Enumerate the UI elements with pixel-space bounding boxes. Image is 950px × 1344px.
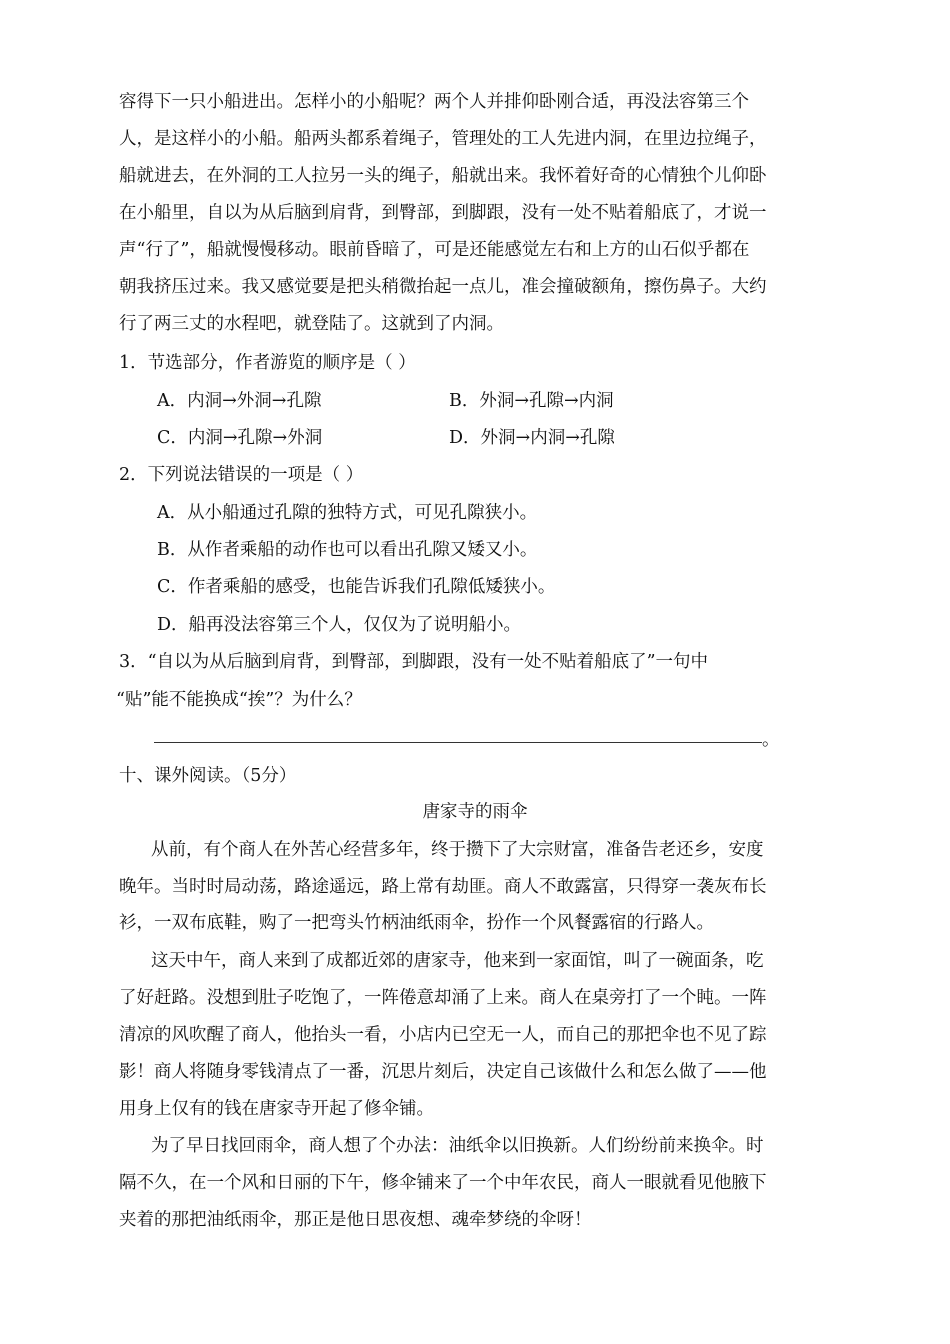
option-d[interactable]: D．外洞→内洞→孔隙 xyxy=(449,428,615,448)
question-stem: 2．下列说法错误的一项是（ ） xyxy=(119,465,364,485)
option-a[interactable]: A．从小船通过孔隙的独特方式，可见孔隙狭小。 xyxy=(157,503,538,523)
option-b[interactable]: B．外洞→孔隙→内洞 xyxy=(449,391,614,411)
option-c[interactable]: C．作者乘船的感受，也能告诉我们孔隙低矮狭小。 xyxy=(157,577,556,597)
passage-line: 人，是这样小的小船。船两头都系着绳子，管理处的工人先进内洞，在里边拉绳子， xyxy=(119,129,767,149)
answer-line[interactable] xyxy=(154,742,762,743)
option-c[interactable]: C．内洞→孔隙→外洞 xyxy=(157,428,323,448)
passage-line: 朝我挤压过来。我又感觉要是把头稍微抬起一点儿，准会撞破额角，擦伤鼻子。大约 xyxy=(119,277,767,297)
article-line: 清凉的风吹醒了商人，他抬头一看，小店内已空无一人，而自己的那把伞也不见了踪 xyxy=(119,1025,767,1045)
article-line: 这天中午，商人来到了成都近郊的唐家寺，他来到一家面馆，叫了一碗面条，吃 xyxy=(151,951,764,971)
answer-period: 。 xyxy=(762,730,780,750)
section-heading: 十、课外阅读。（5分） xyxy=(119,766,297,786)
article-title: 唐家寺的雨伞 xyxy=(422,802,528,822)
article-line: 影！商人将随身零钱清点了一番，沉思片刻后，决定自己该做什么和怎么做了——他 xyxy=(119,1062,767,1082)
article-line: 用身上仅有的钱在唐家寺开起了修伞铺。 xyxy=(119,1099,434,1119)
option-d[interactable]: D．船再没法容第三个人，仅仅为了说明船小。 xyxy=(157,615,522,635)
article-line: 隔不久，在一个风和日丽的下午，修伞铺来了一个中年农民，商人一眼就看见他腋下 xyxy=(119,1173,767,1193)
article-line: 夹着的那把油纸雨伞，那正是他日思夜想、魂牵梦绕的伞呀！ xyxy=(119,1210,592,1230)
question-stem-continued: “贴”能不能换成“挨”？为什么？ xyxy=(116,690,362,710)
article-line: 了好赶路。没想到肚子吃饱了，一阵倦意却涌了上来。商人在桌旁打了一个盹。一阵 xyxy=(119,988,767,1008)
article-line: 从前，有个商人在外苦心经营多年，终于攒下了大宗财富，准备告老还乡，安度 xyxy=(151,840,764,860)
passage-line: 船就进去，在外洞的工人拉另一头的绳子，船就出来。我怀着好奇的心情独个儿仰卧 xyxy=(119,166,767,186)
option-b[interactable]: B．从作者乘船的动作也可以看出孔隙又矮又小。 xyxy=(157,540,538,560)
article-line: 晚年。当时时局动荡，路途遥远，路上常有劫匪。商人不敢露富，只得穿一袭灰布长 xyxy=(119,877,767,897)
question-stem: 3．“自以为从后脑到肩背，到臀部，到脚跟，没有一处不贴着船底了”一句中 xyxy=(119,652,709,672)
passage-line: 容得下一只小船进出。怎样小的小船呢？两个人并排仰卧刚合适，再没法容第三个 xyxy=(119,92,749,112)
passage-line: 声“行了”，船就慢慢移动。眼前昏暗了，可是还能感觉左右和上方的山石似乎都在 xyxy=(119,240,750,260)
option-a[interactable]: A．内洞→外洞→孔隙 xyxy=(157,391,322,411)
passage-line: 行了两三丈的水程吧，就登陆了。这就到了内洞。 xyxy=(119,314,504,334)
question-stem: 1．节选部分，作者游览的顺序是（ ） xyxy=(119,353,416,373)
passage-line: 在小船里，自以为从后脑到肩背，到臀部，到脚跟，没有一处不贴着船底了，才说一 xyxy=(119,203,767,223)
article-line: 为了早日找回雨伞，商人想了个办法：油纸伞以旧换新。人们纷纷前来换伞。时 xyxy=(151,1136,764,1156)
article-line: 衫，一双布底鞋，购了一把弯头竹柄油纸雨伞，扮作一个风餐露宿的行路人。 xyxy=(119,913,714,933)
